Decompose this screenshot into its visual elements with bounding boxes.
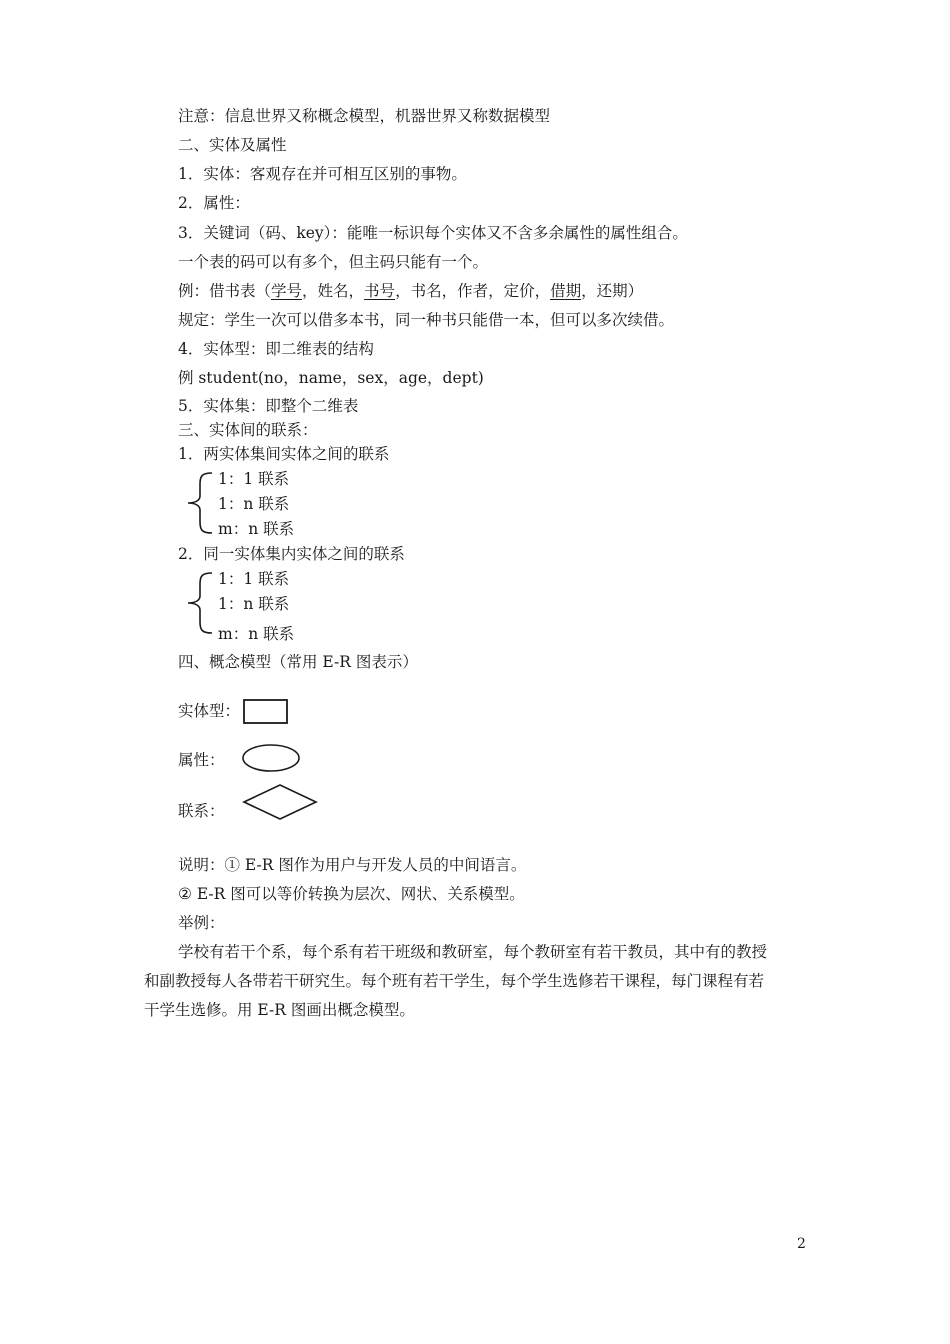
example-text: 例：借书表（ — [178, 282, 272, 300]
section3-heading: 三、实体间的联系： — [178, 421, 318, 439]
entity-type-definition: 4．实体型：即二维表的结构 — [178, 340, 374, 358]
underlined-key-borrow-date: 借期 — [550, 282, 582, 300]
entity-definition: 1．实体：客观存在并可相互区别的事物。 — [178, 165, 467, 183]
relationship-type-item: 1：1 联系 — [218, 570, 290, 588]
explanation-line-2: ② E-R 图可以等价转换为层次、网状、关系模型。 — [178, 885, 525, 903]
example-text: ，还期） — [581, 282, 644, 300]
rule-line: 规定：学生一次可以借多本书，同一种书只能借一本，但可以多次续借。 — [178, 311, 675, 329]
between-sets-title: 1．两实体集间实体之间的联系 — [178, 445, 390, 463]
relationship-type-item: m：n 联系 — [218, 520, 295, 538]
page-number: 2 — [797, 1236, 806, 1252]
diamond-relationship-icon — [240, 782, 320, 822]
example-text: ，书名，作者，定价， — [395, 282, 551, 300]
legend-attribute-label: 属性： — [178, 751, 225, 769]
relationship-type-item: 1：n 联系 — [218, 495, 290, 513]
relationship-type-item: 1：1 联系 — [218, 470, 290, 488]
underlined-key-student-id: 学号 — [271, 282, 303, 300]
key-definition: 3．关键词（码、key）：能唯一标识每个实体又不含多余属性的属性组合。 — [178, 224, 688, 242]
example-paragraph-line: 学校有若干个系，每个系有若干班级和教研室，每个教研室有若干教员，其中有的教授 — [178, 943, 768, 961]
underlined-key-book-id: 书号 — [364, 282, 396, 300]
example-paragraph-line: 干学生选修。用 E-R 图画出概念模型。 — [144, 1001, 415, 1019]
rectangle-entity-icon — [242, 698, 290, 726]
ellipse-attribute-icon — [240, 741, 304, 775]
entity-set-definition: 5．实体集：即整个二维表 — [178, 397, 359, 415]
relationship-type-item: m：n 联系 — [218, 625, 295, 643]
entity-type-example: 例 student(no，name，sex，age，dept) — [178, 369, 484, 387]
example-paragraph-line: 和副教授每人各带若干研究生。每个班有若干学生，每个学生选修若干课程，每门课程有若 — [144, 972, 765, 990]
explanation-line-1: 说明：① E-R 图作为用户与开发人员的中间语言。 — [178, 856, 527, 874]
borrow-table-example — [178, 281, 643, 301]
note-line: 注意：信息世界又称概念模型，机器世界又称数据模型 — [178, 107, 551, 125]
key-note: 一个表的码可以有多个，但主码只能有一个。 — [178, 253, 489, 271]
example-label: 举例： — [178, 914, 225, 932]
attribute-definition: 2．属性： — [178, 194, 250, 212]
legend-entity-label: 实体型： — [178, 702, 241, 720]
within-set-title: 2．同一实体集内实体之间的联系 — [178, 545, 405, 563]
left-brace-icon — [182, 470, 216, 536]
legend-relationship-label: 联系： — [178, 802, 225, 820]
relationship-type-item: 1：n 联系 — [218, 595, 290, 613]
left-brace-icon — [182, 570, 216, 636]
example-text: ，姓名， — [302, 282, 365, 300]
section2-heading: 二、实体及属性 — [178, 136, 287, 154]
section4-heading: 四、概念模型（常用 E-R 图表示） — [178, 653, 418, 671]
